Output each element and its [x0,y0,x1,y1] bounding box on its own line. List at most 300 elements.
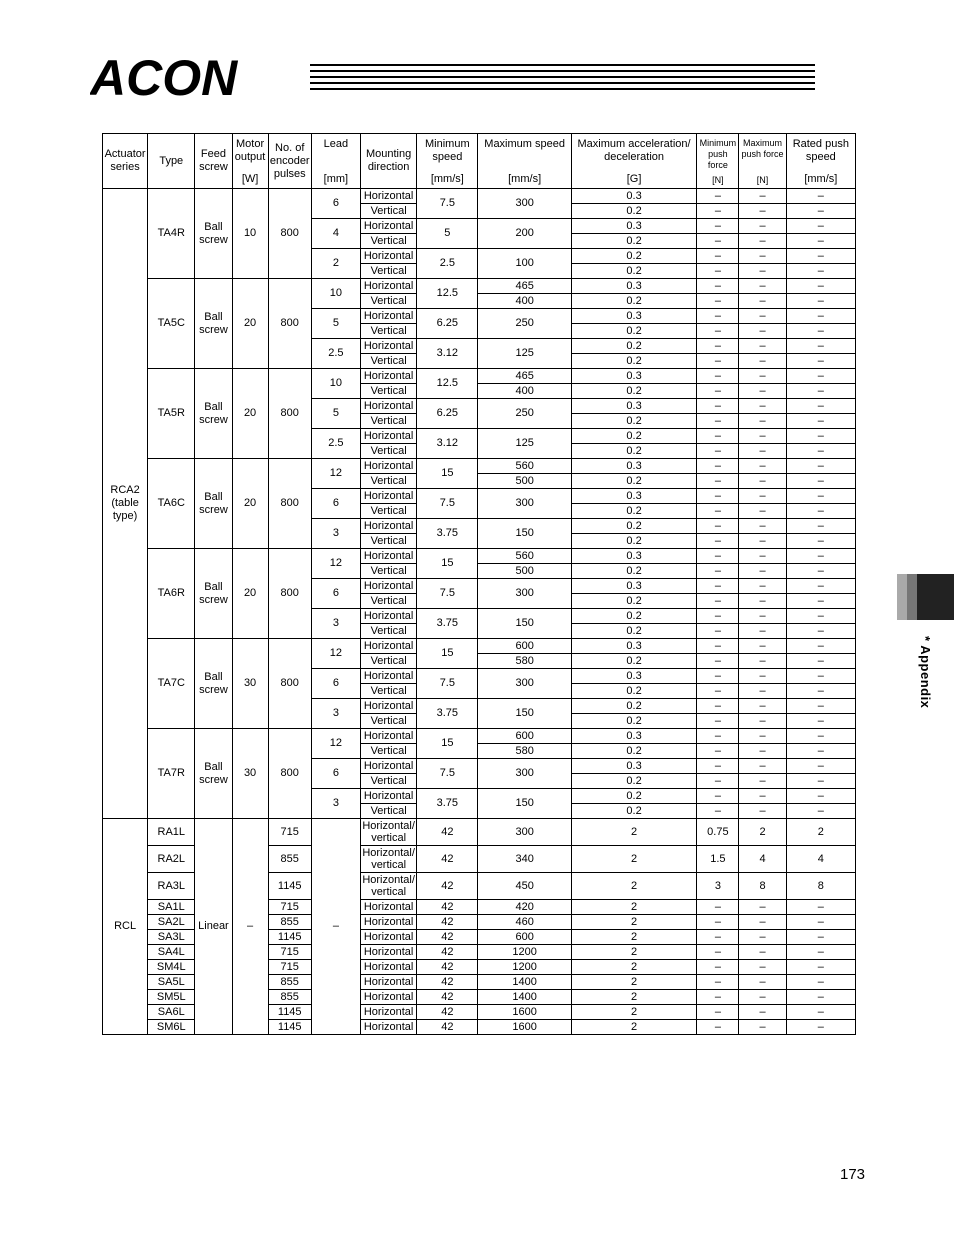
max-speed-cell: 150 [478,609,571,639]
acceleration-cell: 0.2 [571,699,696,714]
mounting-direction-cell: Horizontal [361,729,417,744]
table-row [103,639,856,654]
acceleration-cell: 0.2 [571,249,696,264]
mounting-direction-cell: Vertical [361,504,417,519]
acceleration-cell: 2 [571,945,696,960]
min-push-cell: – [697,945,739,960]
encoder-pulses-cell: 800 [268,549,311,639]
column-header [103,134,148,189]
lead-cell: 5 [311,399,360,429]
rated-push-cell: – [786,930,855,945]
min-push-cell: – [697,594,739,609]
column-header-unit: [N] [712,175,724,185]
mounting-direction-cell: Horizontal [361,789,417,804]
max-speed-cell: 300 [478,189,571,219]
column-header [786,134,855,189]
acceleration-cell: 2 [571,900,696,915]
rated-push-cell: – [786,1020,855,1035]
min-speed-cell: 2.5 [417,249,478,279]
mounting-direction-cell: Horizontal [361,279,417,294]
mounting-direction-cell: Horizontal [361,219,417,234]
acceleration-cell: 0.3 [571,729,696,744]
feed-screw-cell: Ball screw [195,189,232,279]
column-header [571,134,696,189]
feed-screw-cell: Ball screw [195,549,232,639]
acceleration-cell: 0.2 [571,429,696,444]
specification-table [102,133,856,1035]
min-push-cell: – [697,759,739,774]
max-push-cell: – [739,684,786,699]
min-speed-cell: 15 [417,729,478,759]
mounting-direction-cell: Horizontal [361,309,417,324]
lead-cell: – [311,819,360,1035]
max-push-cell: – [739,759,786,774]
column-header-label: Mounting direction [365,148,412,173]
min-push-cell: – [697,1020,739,1035]
max-push-cell: – [739,549,786,564]
acceleration-cell: 2 [571,915,696,930]
min-push-cell: – [697,354,739,369]
acceleration-cell: 0.2 [571,324,696,339]
rated-push-cell: – [786,279,855,294]
min-speed-cell: 5 [417,219,478,249]
acceleration-cell: 0.3 [571,369,696,384]
page-number: 173 [840,1166,866,1183]
column-header-label: Rated push speed [792,138,849,163]
rated-push-cell: – [786,945,855,960]
max-speed-cell: 500 [478,564,571,579]
max-push-cell: – [739,384,786,399]
mounting-direction-cell: Horizontal/ vertical [362,820,415,844]
max-push-cell: – [739,1020,786,1035]
type-cell: TA6R [148,549,195,639]
acceleration-cell: 0.3 [571,549,696,564]
mounting-direction-cell: Vertical [361,714,417,729]
max-push-cell: – [739,774,786,789]
min-speed-cell: 15 [417,639,478,669]
mounting-direction-cell: Horizontal [361,1020,417,1035]
acceleration-cell: 0.2 [571,204,696,219]
min-push-cell: – [697,489,739,504]
rated-push-cell: 8 [786,873,855,900]
max-speed-cell: 1200 [478,960,571,975]
mounting-direction-cell: Vertical [361,354,417,369]
column-header [739,134,786,189]
min-push-cell: – [697,684,739,699]
min-push-cell: – [697,504,739,519]
max-speed-cell: 1200 [478,945,571,960]
max-speed-cell: 580 [478,744,571,759]
mounting-direction-cell: Vertical [361,684,417,699]
column-header [268,134,311,189]
series-cell: RCA2 (table type) [103,189,148,819]
type-cell: SM4L [148,960,195,975]
max-push-cell: – [739,930,786,945]
rated-push-cell: – [786,774,855,789]
mounting-direction-cell: Horizontal [361,1005,417,1020]
rated-push-cell: – [786,414,855,429]
encoder-pulses-cell: 715 [268,900,311,915]
rated-push-cell: – [786,264,855,279]
max-speed-cell: 600 [478,930,571,945]
rated-push-cell: – [786,684,855,699]
max-push-cell: – [739,789,786,804]
max-speed-cell: 300 [478,489,571,519]
type-cell: TA6C [148,459,195,549]
min-push-cell: – [697,579,739,594]
max-speed-cell: 1600 [478,1020,571,1035]
mounting-direction-cell: Horizontal [361,429,417,444]
max-push-cell: – [739,915,786,930]
min-speed-cell: 42 [417,1020,478,1035]
max-push-cell: – [739,579,786,594]
max-push-cell: – [739,354,786,369]
mounting-direction-cell: Vertical [361,624,417,639]
max-push-cell: – [739,219,786,234]
rated-push-cell: – [786,444,855,459]
feed-screw-cell: Ball screw [195,729,232,819]
feed-screw-cell: Ball screw [195,369,232,459]
acceleration-cell: 0.3 [571,759,696,774]
mounting-direction-cell: Vertical [361,264,417,279]
mounting-direction-cell: Vertical [361,294,417,309]
min-speed-cell: 3.75 [417,609,478,639]
acceleration-cell: 0.2 [571,474,696,489]
min-push-cell: – [697,429,739,444]
appendix-tab [897,574,954,620]
type-cell: TA5R [148,369,195,459]
column-header-label: Maximum push force [741,138,784,159]
feed-screw-cell: Linear [195,819,232,1035]
column-header-unit: [N] [756,175,769,185]
max-push-cell: – [739,714,786,729]
min-push-cell: – [697,915,739,930]
lead-cell: 12 [311,549,360,579]
column-header-label: Minimum speed [425,138,470,163]
motor-output-cell: 20 [232,549,268,639]
max-speed-cell: 600 [478,729,571,744]
max-push-cell: – [739,699,786,714]
lead-cell: 10 [311,279,360,309]
mounting-direction-cell: Vertical [361,234,417,249]
rated-push-cell: – [786,429,855,444]
acceleration-cell: 2 [571,1005,696,1020]
max-push-cell: – [739,669,786,684]
type-cell: TA5C [148,279,195,369]
rated-push-cell: – [786,519,855,534]
mounting-direction-cell: Vertical [361,804,417,819]
mounting-direction-cell: Horizontal [361,249,417,264]
type-cell: SA1L [148,900,195,915]
max-speed-cell: 450 [478,873,571,900]
min-push-cell: 0.75 [697,819,739,846]
acceleration-cell: 0.2 [571,774,696,789]
encoder-pulses-cell: 715 [268,960,311,975]
min-push-cell: – [697,204,739,219]
acceleration-cell: 0.2 [571,294,696,309]
column-header-label: Actuator series [104,148,146,173]
min-push-cell: – [697,324,739,339]
mounting-direction-cell: Horizontal [361,945,417,960]
encoder-pulses-cell: 800 [268,189,311,279]
rated-push-cell: – [786,309,855,324]
rated-push-cell: – [786,504,855,519]
max-speed-cell: 500 [478,474,571,489]
min-speed-cell: 7.5 [417,669,478,699]
lead-cell: 5 [311,309,360,339]
lead-cell: 6 [311,489,360,519]
acceleration-cell: 0.2 [571,714,696,729]
acceleration-cell: 0.2 [571,654,696,669]
column-header [148,134,195,189]
mounting-direction-cell: Vertical [361,564,417,579]
encoder-pulses-cell: 800 [268,729,311,819]
min-speed-cell: 42 [417,873,478,900]
acceleration-cell: 0.2 [571,789,696,804]
mounting-direction-cell: Horizontal [361,930,417,945]
max-speed-cell: 300 [478,759,571,789]
acceleration-cell: 0.3 [571,489,696,504]
type-cell: SA5L [148,975,195,990]
min-speed-cell: 6.25 [417,309,478,339]
type-cell: TA4R [148,189,195,279]
column-header-label: Lead [323,138,349,150]
header-row [103,134,856,189]
acceleration-cell: 0.2 [571,354,696,369]
rated-push-cell: – [786,564,855,579]
column-header-unit: [mm/s] [508,173,542,185]
mounting-direction-cell: Vertical [361,594,417,609]
type-cell: RA3L [148,873,195,900]
min-push-cell: – [697,549,739,564]
type-cell: SA6L [148,1005,195,1020]
encoder-pulses-cell: 800 [268,639,311,729]
min-push-cell: – [697,564,739,579]
max-speed-cell: 125 [478,429,571,459]
mounting-direction-cell: Horizontal [361,579,417,594]
min-speed-cell: 3.12 [417,429,478,459]
max-speed-cell: 460 [478,915,571,930]
rated-push-cell: – [786,324,855,339]
rated-push-cell: – [786,339,855,354]
min-speed-cell: 3.75 [417,699,478,729]
max-push-cell: – [739,339,786,354]
encoder-pulses-cell: 855 [268,990,311,1005]
mounting-direction-cell: Vertical [361,654,417,669]
acceleration-cell: 0.3 [571,399,696,414]
acceleration-cell: 0.2 [571,804,696,819]
max-speed-cell: 1400 [478,975,571,990]
min-push-cell: – [697,654,739,669]
encoder-pulses-cell: 715 [268,819,311,846]
min-push-cell: – [697,414,739,429]
column-header-unit: [mm/s] [804,173,838,185]
max-push-cell: 8 [739,873,786,900]
acceleration-cell: 0.2 [571,684,696,699]
max-speed-cell: 560 [478,549,571,564]
rated-push-cell: – [786,354,855,369]
min-push-cell: – [697,219,739,234]
min-speed-cell: 12.5 [417,279,478,309]
acceleration-cell: 0.2 [571,504,696,519]
lead-cell: 3 [311,609,360,639]
max-push-cell: – [739,729,786,744]
min-push-cell: – [697,339,739,354]
rated-push-cell: – [786,609,855,624]
encoder-pulses-cell: 1145 [268,930,311,945]
max-push-cell: – [739,945,786,960]
min-speed-cell: 42 [417,915,478,930]
acceleration-cell: 2 [571,1020,696,1035]
max-push-cell: – [739,624,786,639]
min-push-cell: – [697,264,739,279]
column-header-label: Feed screw [199,148,228,173]
max-speed-cell: 600 [478,639,571,654]
acceleration-cell: 0.3 [571,639,696,654]
lead-cell: 6 [311,759,360,789]
rated-push-cell: 2 [786,819,855,846]
acceleration-cell: 0.2 [571,384,696,399]
min-speed-cell: 42 [417,945,478,960]
rated-push-cell: – [786,369,855,384]
min-speed-cell: 42 [417,990,478,1005]
rated-push-cell: – [786,915,855,930]
rated-push-cell: – [786,654,855,669]
rated-push-cell: – [786,789,855,804]
max-speed-cell: 400 [478,384,571,399]
logo-rule-lines [310,64,815,94]
min-push-cell: – [697,399,739,414]
encoder-pulses-cell: 855 [268,915,311,930]
acceleration-cell: 0.2 [571,414,696,429]
encoder-pulses-cell: 855 [268,975,311,990]
column-header-unit: [G] [626,173,642,185]
lead-cell: 2 [311,249,360,279]
table-row [103,189,856,204]
rated-push-cell: – [786,549,855,564]
min-speed-cell: 42 [417,960,478,975]
min-push-cell: – [697,804,739,819]
min-speed-cell: 3.75 [417,789,478,819]
min-push-cell: – [697,930,739,945]
min-push-cell: – [697,729,739,744]
max-speed-cell: 1600 [478,1005,571,1020]
max-push-cell: – [739,534,786,549]
rated-push-cell: – [786,729,855,744]
acceleration-cell: 0.2 [571,264,696,279]
min-push-cell: – [697,279,739,294]
max-push-cell: – [739,654,786,669]
max-push-cell: – [739,324,786,339]
rated-push-cell: – [786,234,855,249]
max-speed-cell: 300 [478,819,571,846]
mounting-direction-cell: Horizontal [361,915,417,930]
rated-push-cell: – [786,1005,855,1020]
encoder-pulses-cell: 715 [268,945,311,960]
table-body [103,189,856,1035]
min-speed-cell: 7.5 [417,189,478,219]
max-speed-cell: 150 [478,699,571,729]
rated-push-cell: – [786,900,855,915]
min-speed-cell: 7.5 [417,489,478,519]
acceleration-cell: 0.2 [571,339,696,354]
mounting-direction-cell: Horizontal [361,609,417,624]
mounting-direction-cell: Horizontal [361,990,417,1005]
min-push-cell: 3 [697,873,739,900]
table-row [103,369,856,384]
column-header-unit: [mm] [323,173,349,185]
type-cell: RA1L [148,819,195,846]
min-push-cell: – [697,789,739,804]
min-speed-cell: 42 [417,930,478,945]
min-push-cell: – [697,960,739,975]
min-push-cell: – [697,534,739,549]
acceleration-cell: 0.2 [571,744,696,759]
max-push-cell: – [739,204,786,219]
acceleration-cell: 0.3 [571,459,696,474]
motor-output-cell: 20 [232,279,268,369]
rated-push-cell: – [786,759,855,774]
lead-cell: 12 [311,639,360,669]
acon-logo [90,52,310,103]
acceleration-cell: 0.2 [571,594,696,609]
max-push-cell: – [739,414,786,429]
max-push-cell: – [739,594,786,609]
acon-logo-svg [90,52,310,98]
max-speed-cell: 150 [478,789,571,819]
encoder-pulses-cell: 855 [268,846,311,873]
rated-push-cell: – [786,975,855,990]
mounting-direction-cell: Horizontal [361,549,417,564]
lead-cell: 3 [311,699,360,729]
max-push-cell: – [739,609,786,624]
min-push-cell: – [697,609,739,624]
mounting-direction-cell: Horizontal [361,759,417,774]
max-push-cell: – [739,900,786,915]
mounting-direction-cell: Horizontal [361,900,417,915]
max-push-cell: – [739,189,786,204]
mounting-direction-cell: Horizontal [361,669,417,684]
max-speed-cell: 125 [478,339,571,369]
mounting-direction-cell: Horizontal [361,699,417,714]
mounting-direction-cell: Horizontal [361,459,417,474]
mounting-direction-cell: Vertical [361,444,417,459]
feed-screw-cell: Ball screw [195,459,232,549]
max-speed-cell: 465 [478,369,571,384]
rated-push-cell: – [786,294,855,309]
column-header [361,134,417,189]
min-push-cell: – [697,459,739,474]
max-push-cell: – [739,279,786,294]
min-speed-cell: 42 [417,846,478,873]
lead-cell: 4 [311,219,360,249]
acceleration-cell: 0.3 [571,279,696,294]
acceleration-cell: 2 [571,930,696,945]
acceleration-cell: 2 [571,819,696,846]
mounting-direction-cell: Vertical [361,384,417,399]
encoder-pulses-cell: 800 [268,369,311,459]
acceleration-cell: 2 [571,873,696,900]
min-speed-cell: 3.12 [417,339,478,369]
min-speed-cell: 42 [417,1005,478,1020]
lead-cell: 6 [311,189,360,219]
min-push-cell: – [697,444,739,459]
mounting-direction-cell: Horizontal [361,189,417,204]
motor-output-cell: – [232,819,268,1035]
mounting-direction-cell: Horizontal [361,639,417,654]
logo-letter-a: ACON [90,52,238,98]
mounting-direction-cell: Vertical [361,474,417,489]
